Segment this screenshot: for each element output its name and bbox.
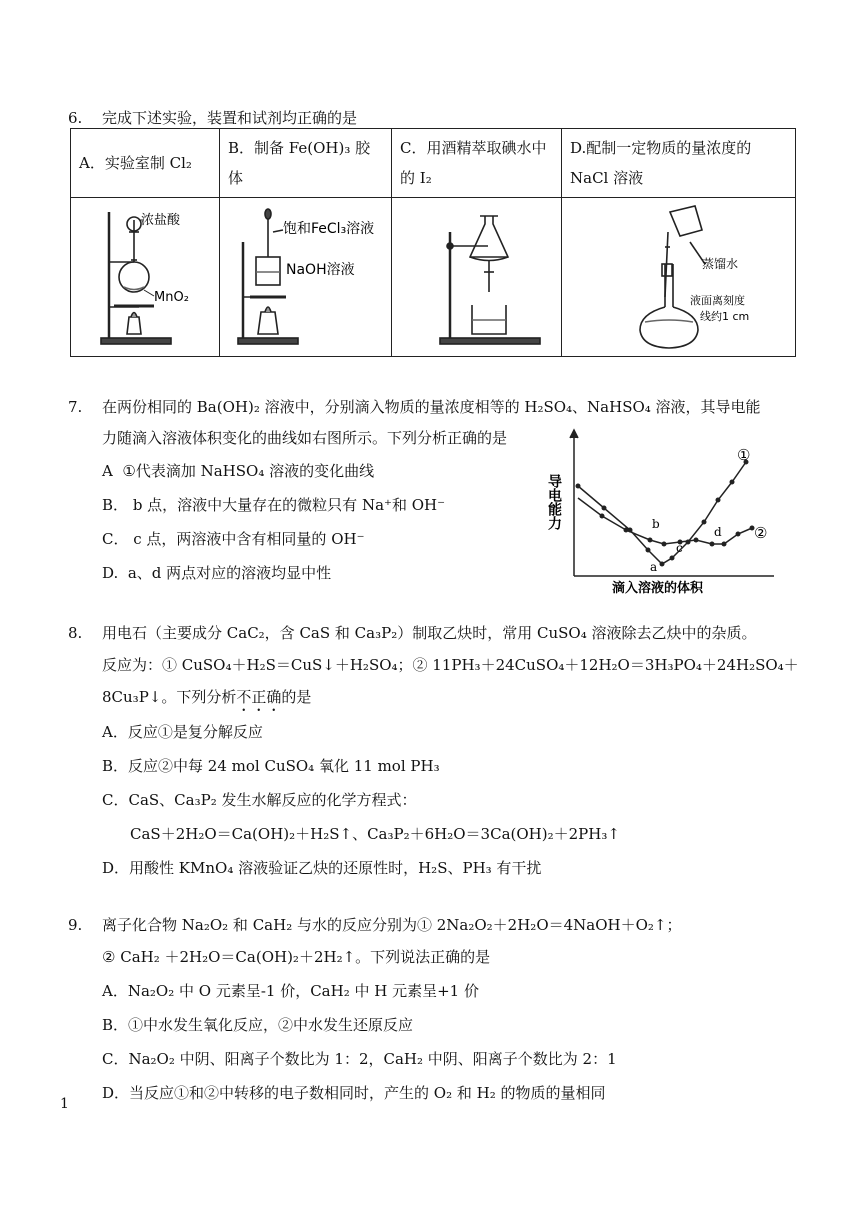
apparatus-table (70, 128, 796, 357)
emphasized-text: 不正确 (236, 688, 282, 706)
fig-a-label-1: 浓盐酸 (141, 213, 181, 228)
curve-1-line (578, 462, 746, 564)
option-a: A．Na₂O₂ 中 O 元素呈-1 价，CaH₂ 中 H 元素呈+1 价 (102, 982, 479, 1000)
option-c-label: C．用酒精萃取碘水中的 I₂ (392, 129, 562, 198)
option-d: D．当反应①和②中转移的电子数相同时，产生的 O₂ 和 H₂ 的物质的量相同 (102, 1084, 606, 1102)
point-a-label: a (650, 560, 658, 574)
question-number: 7. (68, 398, 83, 416)
figure-b-cell (220, 198, 392, 357)
question-line-2: ② CaH₂ ＋2H₂O＝Ca(OH)₂＋2H₂↑。下列说法正确的是 (102, 948, 491, 966)
point-b-label: b (652, 517, 660, 531)
option-text: c 点，两溶液中含有相同量的 OH⁻ (133, 530, 365, 548)
question-line-3 (102, 682, 810, 715)
fig-a-label-2: MnO₂ (154, 290, 189, 305)
text-pre: 8Cu₃P↓。下列分析 (102, 688, 237, 706)
solution-prep-figure (570, 202, 804, 352)
figure-c-cell (392, 198, 562, 357)
option-letter: C． (102, 530, 129, 548)
question-line-1: 离子化合物 Na₂O₂ 和 CaH₂ 与水的反应分别为① 2Na₂O₂＋2H₂O＝4NaOH＋O₂↑； (102, 916, 682, 934)
question-number: 6. (68, 109, 83, 127)
y-axis-arrow (570, 430, 578, 438)
fig-d-label-2: 液面离刻度 (690, 294, 745, 307)
question-stem-line-1: 在两份相同的 Ba(OH)₂ 溶液中，分别滴入物质的量浓度相等的 H₂SO₄、NaHSO₄ 溶液，其导电能 (102, 398, 761, 416)
option-text: ①代表滴加 NaHSO₄ 溶液的变化曲线 (122, 462, 375, 480)
fig-b-label-1: 饱和FeCl₃溶液 (283, 221, 375, 237)
graph-y-label: 导电能力 (546, 474, 562, 530)
conductivity-graph (546, 426, 784, 598)
question-line-2: 反应为：① CuSO₄＋H₂S＝CuS↓＋H₂SO₄；② 11PH₃＋24CuSO₄＋12H₂O＝3H₃PO₄＋24H₂SO₄＋ (102, 656, 799, 674)
option-letter: A (102, 462, 113, 480)
page-number: 1 (60, 1096, 69, 1112)
option-b: B．反应②中每 24 mol CuSO₄ 氧化 11 mol PH₃ (102, 757, 440, 775)
option-a: A．反应①是复分解反应 (102, 723, 263, 741)
question-number: 9. (68, 916, 83, 934)
option-d: D．用酸性 KMnO₄ 溶液验证乙炔的还原性时，H₂S、PH₃ 有干扰 (102, 859, 542, 877)
curve-2-line (578, 498, 752, 544)
option-letter: B． (102, 496, 129, 514)
option-letter: D. (102, 564, 119, 582)
fig-b-label-2: NaOH溶液 (286, 262, 355, 278)
option-d-label: D.配制一定物质的量浓度的 NaCl 溶液 (562, 129, 796, 198)
question-8 (70, 618, 810, 885)
option-text: a、d 两点对应的溶液均显中性 (127, 564, 332, 582)
fig-d-label-1: 蒸馏水 (702, 257, 739, 271)
chlorine-apparatus-figure (79, 202, 228, 352)
option-b-label: B．制备 Fe(OH)₃ 胶体 (220, 129, 392, 198)
curve-1-label: ① (737, 446, 751, 464)
option-text: b 点，溶液中大量存在的微粒只有 Na⁺和 OH⁻ (132, 496, 446, 514)
figure-a-cell (71, 198, 220, 357)
option-c: C．CaS、Ca₃P₂ 发生水解反应的化学方程式： (102, 791, 417, 809)
text-post: 的是 (281, 688, 312, 706)
option-c: C．Na₂O₂ 中阴、阳离子个数比为 1：2，CaH₂ 中阴、阳离子个数比为 2：1 (102, 1050, 617, 1068)
graph-x-label: 滴入溶液的体积 (612, 581, 704, 596)
option-a-label: A．实验室制 Cl₂ (71, 129, 220, 198)
curve-2-label: ② (754, 524, 768, 542)
point-d-label: d (714, 525, 722, 539)
question-number: 8. (68, 624, 83, 642)
colloid-apparatus-figure (228, 202, 400, 352)
point-c-label: c (676, 541, 683, 555)
question-line-1: 用电石（主要成分 CaC₂，含 CaS 和 Ca₃P₂）制取乙炔时，常用 CuSO₄ 溶液除去乙炔中的杂质。 (102, 624, 757, 642)
question-stem: 完成下述实验，装置和试剂均正确的是 (102, 109, 358, 127)
extraction-apparatus-figure (400, 202, 570, 352)
figure-d-cell (562, 198, 796, 357)
option-c-equation: CaS＋2H₂O＝Ca(OH)₂＋H₂S↑、Ca₃P₂＋6H₂O＝3Ca(OH)₂＋2PH₃↑ (130, 825, 620, 843)
fig-d-label-3: 线约1 cm (700, 310, 750, 323)
option-b: B．①中水发生氧化反应，②中水发生还原反应 (102, 1016, 414, 1034)
question-stem-line-2: 力随滴入溶液体积变化的曲线如右图所示。下列分析正确的是 (102, 429, 508, 447)
question-9 (70, 910, 810, 1110)
